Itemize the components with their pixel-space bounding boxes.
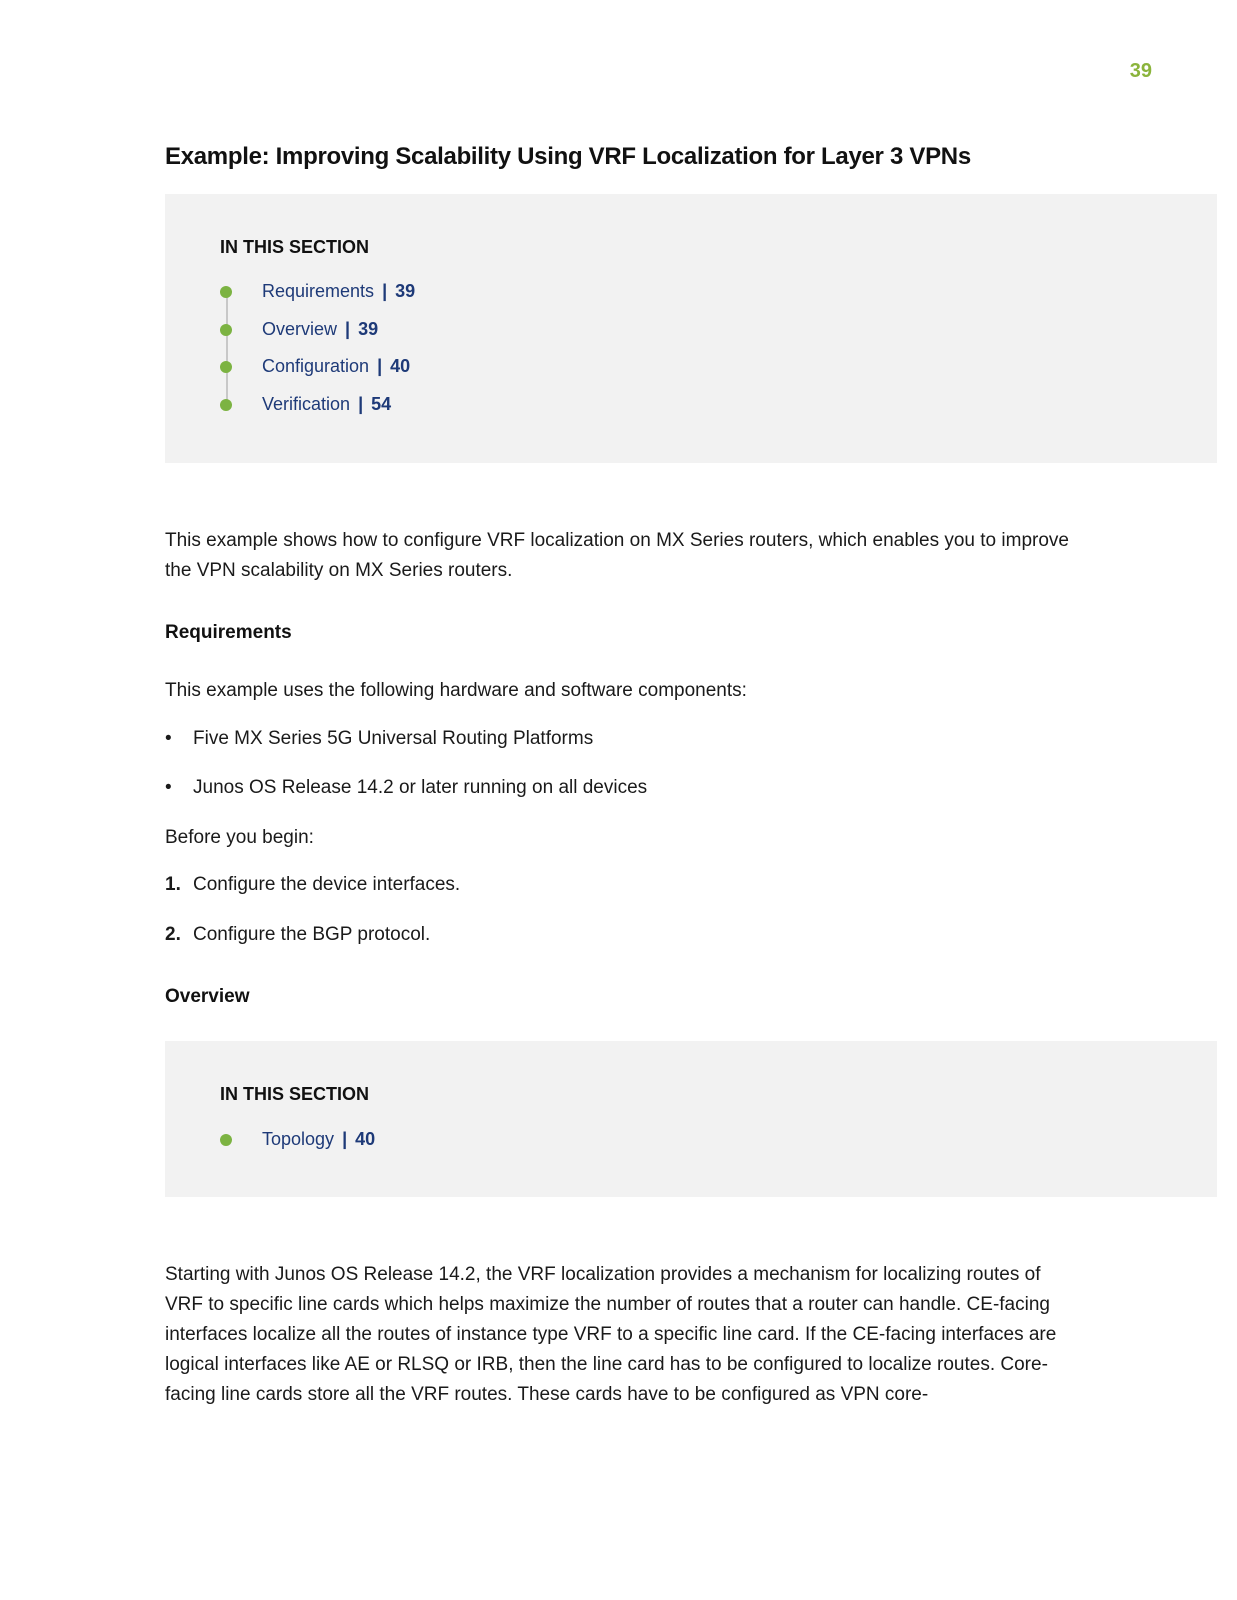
toc-separator: | bbox=[358, 393, 364, 414]
step-text: Configure the BGP protocol. bbox=[193, 924, 431, 945]
toc-list bbox=[220, 1129, 375, 1167]
bullet-dot-icon bbox=[220, 361, 232, 373]
overview-body: Starting with Junos OS Release 14.2, the VRF localization provides a mechanism for localizing routes of VRF to specific line cards which helps maximize the number of routes that a router can handle. CE-facing interfaces localize all the routes of instance type VRF to a specific line card. If the CE-facing interfaces are logical interfaces like AE or RLSQ or IRB, then the line card has to be configured to localize routes. Core-facing line cards store all the VRF routes. These cards have to be configured as VPN core- bbox=[165, 1264, 1057, 1405]
toc-item-topology[interactable] bbox=[220, 1129, 375, 1167]
bullet-icon: • bbox=[165, 728, 172, 749]
toc-box-overview bbox=[165, 1041, 1217, 1197]
before-you-begin: Before you begin: bbox=[165, 827, 314, 848]
toc-heading: IN THIS SECTION bbox=[220, 1084, 370, 1104]
toc-separator: | bbox=[345, 318, 351, 339]
step-item bbox=[165, 870, 460, 900]
toc-separator: | bbox=[377, 356, 383, 376]
step-number: 2. bbox=[165, 924, 181, 945]
step-item bbox=[165, 920, 430, 950]
toc-heading: IN THIS SECTION bbox=[220, 237, 370, 257]
toc-page-number: 39 bbox=[358, 318, 379, 339]
toc-link[interactable]: Overview bbox=[262, 318, 338, 339]
toc-item-configuration[interactable] bbox=[220, 356, 415, 394]
toc-item-overview[interactable] bbox=[220, 319, 415, 357]
toc-item-verification[interactable] bbox=[220, 394, 415, 432]
toc-link[interactable]: Configuration bbox=[262, 356, 370, 376]
step-text: Configure the device interfaces. bbox=[193, 874, 461, 895]
page-title: Example: Improving Scalability Using VRF Localization for Layer 3 VPNs bbox=[165, 143, 971, 170]
requirements-heading: Requirements bbox=[165, 622, 292, 643]
step-number: 1. bbox=[165, 874, 181, 895]
toc-page-number: 40 bbox=[390, 356, 411, 376]
toc-link[interactable]: Verification bbox=[262, 393, 351, 414]
overview-heading: Overview bbox=[165, 986, 250, 1007]
toc-page-number: 40 bbox=[355, 1129, 376, 1149]
toc-separator: | bbox=[342, 1129, 348, 1149]
requirements-lead: This example uses the following hardware and software components: bbox=[165, 680, 747, 701]
bullet-dot-icon bbox=[220, 324, 232, 336]
toc-page-number: 54 bbox=[371, 393, 392, 414]
list-item bbox=[165, 773, 647, 803]
toc-link[interactable]: Requirements bbox=[262, 281, 375, 301]
toc-list bbox=[220, 281, 415, 431]
toc-page-number: 39 bbox=[395, 281, 416, 301]
toc-box-main bbox=[165, 194, 1217, 463]
intro-paragraph: This example shows how to configure VRF localization on MX Series routers, which enables you to improve the VPN scalability on MX Series routers. bbox=[165, 530, 1069, 581]
list-item-text: Five MX Series 5G Universal Routing Platforms bbox=[193, 728, 594, 749]
list-item-text: Junos OS Release 14.2 or later running on all devices bbox=[193, 777, 648, 798]
bullet-icon: • bbox=[165, 777, 172, 798]
bullet-dot-icon bbox=[220, 399, 232, 411]
toc-separator: | bbox=[382, 281, 388, 301]
bullet-dot-icon bbox=[220, 286, 232, 298]
toc-item-requirements[interactable] bbox=[220, 281, 415, 319]
toc-link[interactable]: Topology bbox=[262, 1129, 335, 1149]
list-item bbox=[165, 724, 593, 754]
page-number: 39 bbox=[1129, 60, 1152, 82]
bullet-dot-icon bbox=[220, 1134, 232, 1146]
